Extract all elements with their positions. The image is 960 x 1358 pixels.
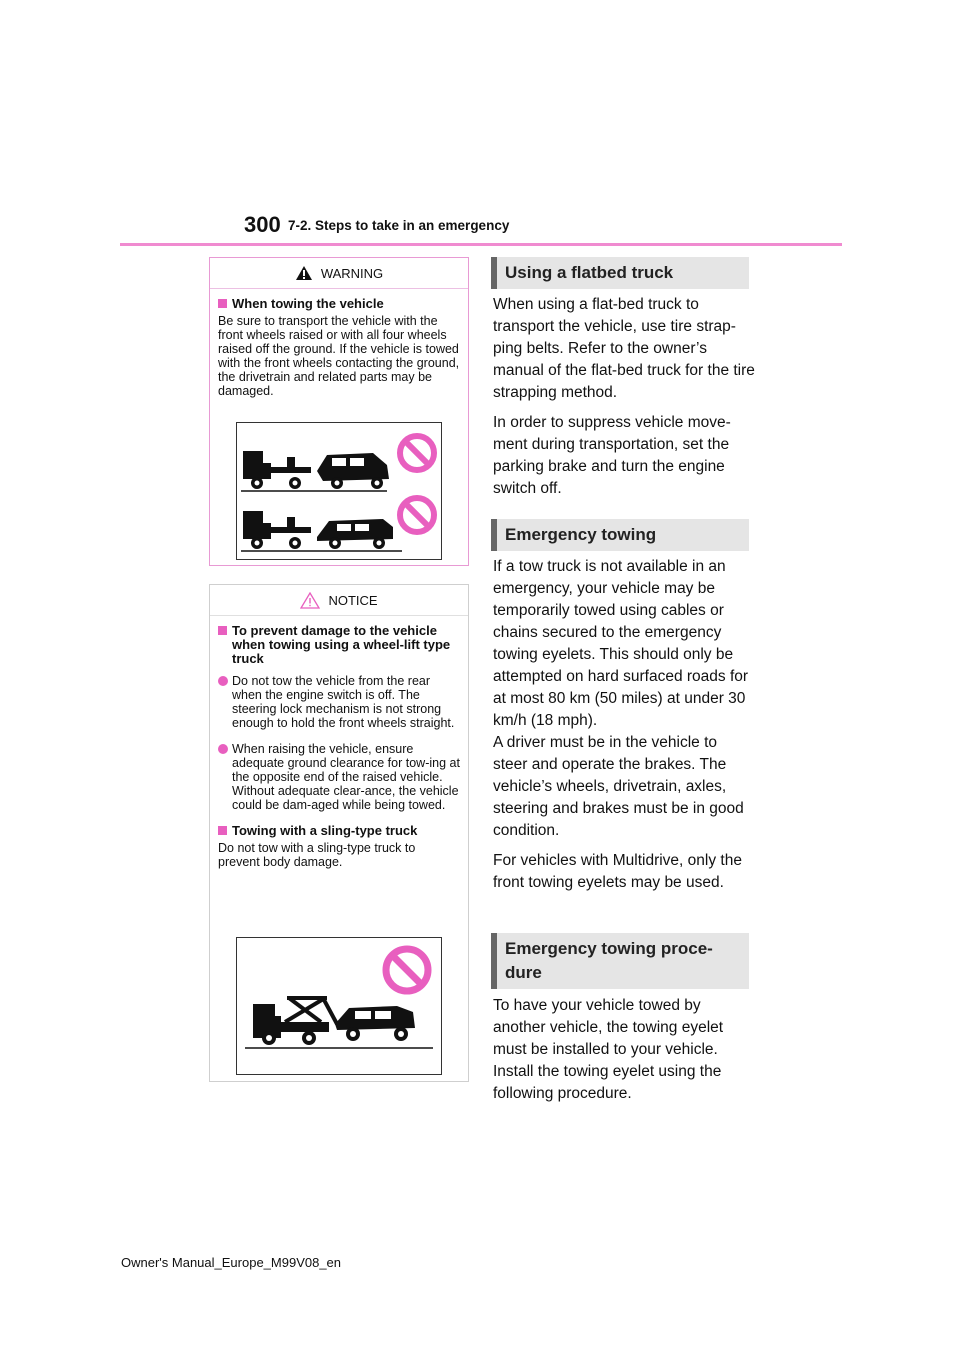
section-title: 7-2. Steps to take in an emergency — [288, 218, 510, 233]
header-rule — [120, 243, 842, 246]
notice-bullet-2-text: When raising the vehicle, ensure adequate ground clearance for tow-ing at the opposite end of the raised vehicle. Without adequate clear-ance, the vehicle could be dam-aged while being towed. — [232, 742, 460, 812]
emergency-towing-heading-text: Emergency towing — [505, 525, 657, 544]
sling-truck-prohibited-illustration — [236, 937, 442, 1075]
notice-bullet-2 — [218, 742, 460, 812]
warning-text: Be sure to transport the vehicle with the front wheels raised or with all four wheels raised off the ground. If the vehicle is towed with the front wheels contacting the ground, the drivetrain and related parts may be damaged. — [218, 314, 460, 398]
emergency-towing-section — [493, 556, 755, 902]
warning-box — [209, 257, 469, 566]
flatbed-heading-text: Using a flatbed truck — [505, 263, 674, 282]
procedure-paragraph-1: To have your vehicle towed by another vehicle, the towing eyelet must be installed to your vehicle. Install the towing eyelet using the following procedure. — [493, 997, 724, 1102]
notice-label: NOTICE — [328, 592, 378, 608]
towing-prohibited-illustration — [236, 422, 442, 560]
square-bullet-icon — [218, 826, 227, 835]
emergency-paragraph-2: A driver must be in the vehicle to steer and operate the brakes. The vehicle’s wheels, drivetrain, axles, steering and brakes must be in good condition. — [493, 734, 744, 839]
notice-box — [209, 584, 469, 1082]
procedure-heading-text: Emergency towing proce-dure — [505, 939, 713, 982]
warning-heading — [218, 297, 460, 311]
warning-label: WARNING — [320, 265, 384, 281]
notice-triangle-icon — [300, 592, 320, 609]
flatbed-heading — [491, 257, 749, 289]
warning-header — [210, 258, 468, 289]
circle-bullet-icon — [218, 676, 228, 686]
flatbed-paragraph-1: When using a flat-bed truck to transport the vehicle, use tire strap-ping belts. Refer to the owner’s manual of the flat-bed truck for the tire strapping method. — [493, 296, 755, 401]
notice-header — [210, 585, 468, 616]
notice-bullet-1 — [218, 674, 460, 730]
warning-triangle-icon — [295, 265, 313, 281]
flatbed-paragraph-2: In order to suppress vehicle move-ment during transportation, set the parking brake and turn the engine switch off. — [493, 414, 731, 497]
notice-heading-2 — [218, 824, 460, 838]
sling-truck-illustration — [237, 938, 441, 1074]
emergency-paragraph-3: For vehicles with Multidrive, only the front towing eyelets may be used. — [493, 852, 742, 891]
page-number: 300 — [244, 212, 281, 237]
notice-heading-1-text: To prevent damage to the vehicle when towing using a wheel-lift type truck — [232, 623, 451, 666]
notice-body — [210, 616, 468, 875]
square-bullet-icon — [218, 626, 227, 635]
notice-bullet-1-text: Do not tow the vehicle from the rear when the engine switch is off. The steering lock mechanism is not strong enough to hold the front wheels straight. — [232, 674, 455, 730]
warning-body — [210, 289, 468, 404]
emergency-paragraph-1: If a tow truck is not available in an emergency, your vehicle may be temporarily towed using cables or chains secured to the emergency towing eyelets. This should only be attempted on hard surfaced roads for at most 80 km (50 miles) at under 30 km/h (18 mph). — [493, 558, 749, 729]
flatbed-section — [493, 294, 755, 508]
emergency-towing-heading — [491, 519, 749, 551]
procedure-section — [493, 995, 755, 1113]
tow-truck-illustration — [237, 423, 441, 559]
notice-heading-1 — [218, 624, 460, 666]
circle-bullet-icon — [218, 744, 228, 754]
procedure-heading — [491, 933, 749, 989]
warning-heading-text: When towing the vehicle — [232, 296, 384, 311]
footer-text: Owner's Manual_Europe_M99V08_en — [121, 1255, 342, 1270]
notice-heading-2-text: Towing with a sling-type truck — [232, 823, 418, 838]
square-bullet-icon — [218, 299, 227, 308]
notice-text-2: Do not tow with a sling-type truck to prevent body damage. — [218, 841, 416, 869]
